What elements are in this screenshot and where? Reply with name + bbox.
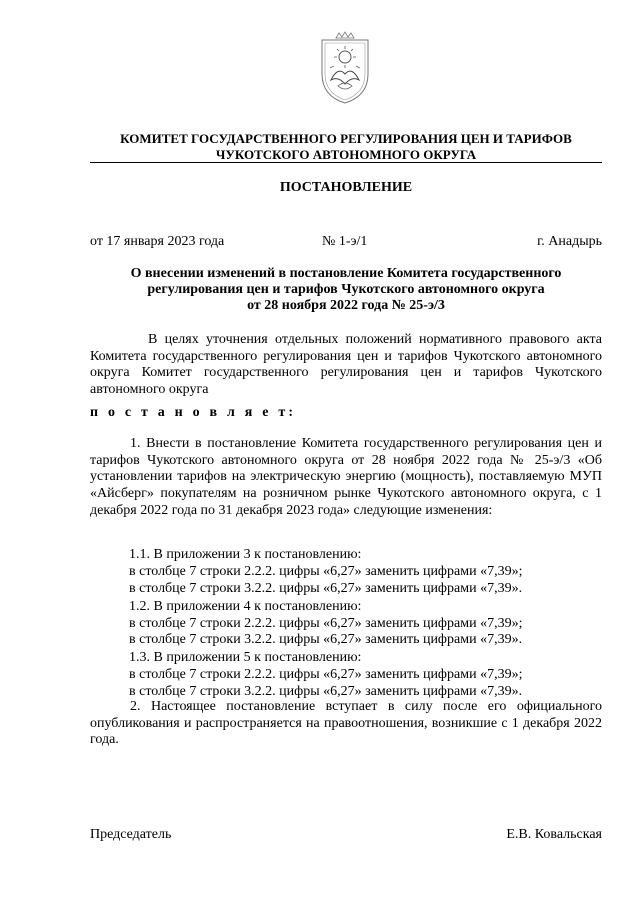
document-date: от 17 января 2023 года [90,234,225,249]
decree-word: п о с т а н о в л я е т: [90,405,297,420]
coat-of-arms-icon [314,30,376,106]
subject-line3: от 28 ноября 2022 года № 25-э/3 [247,298,445,313]
document-subject [90,266,602,314]
subject-line2: регулирования цен и тарифов Чукотского автономного округа [147,282,545,297]
subitem-1-1-change-b: в столбце 7 строки 3.2.2. цифры «6,27» заменить цифрами «7,39». [129,581,523,596]
subitem-1-2-heading: 1.2. В приложении 4 к постановлению: [129,599,362,614]
subitem-1-3-heading: 1.3. В приложении 5 к постановлению: [129,650,362,665]
document-city: г. Анадырь [537,234,602,249]
document-number: № 1-э/1 [322,234,368,249]
subitem-1-2-change-a: в столбце 7 строки 2.2.2. цифры «6,27» заменить цифрами «7,39»; [129,616,523,631]
subitem-1-1-heading: 1.1. В приложении 3 к постановлению: [129,547,362,562]
item-2-paragraph: 2. Настоящее постановление вступает в силу после его официального опубликования и распространяется на правоотношения, возникшие с 1 декабря 2022 года. [90,699,602,748]
subitem-1-3-change-b: в столбце 7 строки 3.2.2. цифры «6,27» заменить цифрами «7,39». [129,684,523,699]
item-1-paragraph: 1. Внести в постановление Комитета государственного регулирования цен и тарифов Чукотского автономного округа от 28 ноября 2022 года № 25-э/3 «Об установлении тарифов на электрическую энергию (мощность), поставляемую МУП «Айсберг» покупателям на розничном рынке Чукотского автономного округа, с 1 декабря 2022 года по 31 декабря 2023 года» следующие изменения: [90,436,602,518]
committee-name-line1: КОМИТЕТ ГОСУДАРСТВЕННОГО РЕГУЛИРОВАНИЯ ЦЕН И ТАРИФОВ [120,131,572,146]
subject-line1: О внесении изменений в постановление Комитета государственного [130,266,562,281]
subitem-1-3-change-a: в столбце 7 строки 2.2.2. цифры «6,27» заменить цифрами «7,39»; [129,667,523,682]
committee-name-line2: ЧУКОТСКОГО АВТОНОМНОГО ОКРУГА [215,147,477,162]
subitem-1-2-change-b: в столбце 7 строки 3.2.2. цифры «6,27» заменить цифрами «7,39». [129,632,523,647]
preamble-paragraph: В целях уточнения отдельных положений нормативного правового акта Комитета государственного регулирования цен и тарифов Чукотского автономного округа Комитет государственного регулирования цен и тарифов Чукотского автономного округа [90,332,602,398]
committee-name [90,131,602,163]
signatory-position: Председатель [90,827,172,842]
signatory-name: Е.В. Ковальская [506,827,602,842]
document-type: ПОСТАНОВЛЕНИЕ [279,180,413,195]
subitem-1-1-change-a: в столбце 7 строки 2.2.2. цифры «6,27» заменить цифрами «7,39»; [129,564,523,579]
header-divider [90,162,602,163]
